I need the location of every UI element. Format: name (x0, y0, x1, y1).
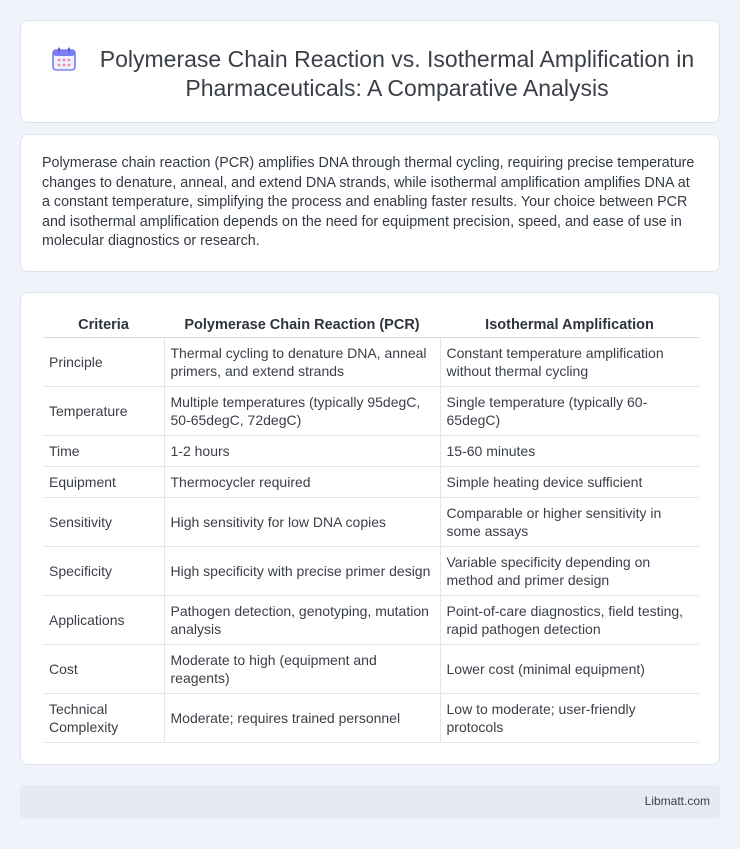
criteria-cell: Cost (43, 644, 164, 693)
footer-brand-link[interactable]: Libmatt.com (644, 794, 710, 808)
pcr-cell: High sensitivity for low DNA copies (164, 497, 440, 546)
pcr-cell: Thermal cycling to denature DNA, anneal primers, and extend strands (164, 337, 440, 386)
isothermal-cell: Simple heating device sufficient (440, 466, 699, 497)
table-row (43, 546, 699, 595)
table-row (43, 435, 699, 466)
pcr-cell: Thermocycler required (164, 466, 440, 497)
table-row (43, 693, 699, 742)
pcr-cell: Moderate to high (equipment and reagents) (164, 644, 440, 693)
isothermal-cell: Comparable or higher sensitivity in some assays (440, 497, 699, 546)
footer-bar (20, 785, 720, 818)
table-row (43, 497, 699, 546)
criteria-cell: Specificity (43, 546, 164, 595)
table-row (43, 595, 699, 644)
isothermal-cell: Low to moderate; user-friendly protocols (440, 693, 699, 742)
criteria-cell: Technical Complexity (43, 693, 164, 742)
isothermal-cell: 15-60 minutes (440, 435, 699, 466)
pcr-cell: Multiple temperatures (typically 95degC, 50-65degC, 72degC) (164, 386, 440, 435)
criteria-cell: Temperature (43, 386, 164, 435)
criteria-cell: Applications (43, 595, 164, 644)
header-pcr: Polymerase Chain Reaction (PCR) (164, 315, 440, 337)
criteria-cell: Equipment (43, 466, 164, 497)
criteria-cell: Principle (43, 337, 164, 386)
isothermal-cell: Lower cost (minimal equipment) (440, 644, 699, 693)
isothermal-cell: Point-of-care diagnostics, field testing, rapid pathogen detection (440, 595, 699, 644)
table-row (43, 644, 699, 693)
criteria-cell: Sensitivity (43, 497, 164, 546)
table-row (43, 386, 699, 435)
title-row (21, 21, 719, 103)
header-criteria: Criteria (43, 315, 164, 337)
comparison-table (43, 315, 699, 743)
criteria-cell: Time (43, 435, 164, 466)
isothermal-cell: Constant temperature amplification without thermal cycling (440, 337, 699, 386)
isothermal-cell: Variable specificity depending on method and primer design (440, 546, 699, 595)
pcr-cell: 1-2 hours (164, 435, 440, 466)
table-row (43, 466, 699, 497)
title-card (20, 20, 720, 123)
pcr-cell: Moderate; requires trained personnel (164, 693, 440, 742)
page-title: Polymerase Chain Reaction vs. Isothermal Amplification in Pharmaceuticals: A Comparative Analysis (99, 46, 695, 101)
intro-paragraph: Polymerase chain reaction (PCR) amplifies DNA through thermal cycling, requiring precise temperature changes to denature, anneal, and extend DNA strands, while isothermal amplification amplifies DNA at a constant temperature, simplifying the process and enabling faster results. Your choice between PCR and isothermal amplification depends on the need for equipment precision, speed, and ease of use in molecular diagnostics or research. (42, 155, 695, 249)
table-header-row (43, 315, 699, 337)
table-row (43, 337, 699, 386)
calendar-icon (51, 46, 77, 72)
comparison-table-card (20, 292, 720, 765)
pcr-cell: High specificity with precise primer design (164, 546, 440, 595)
header-isothermal: Isothermal Amplification (440, 315, 699, 337)
isothermal-cell: Single temperature (typically 60-65degC) (440, 386, 699, 435)
pcr-cell: Pathogen detection, genotyping, mutation analysis (164, 595, 440, 644)
intro-card (20, 134, 720, 272)
